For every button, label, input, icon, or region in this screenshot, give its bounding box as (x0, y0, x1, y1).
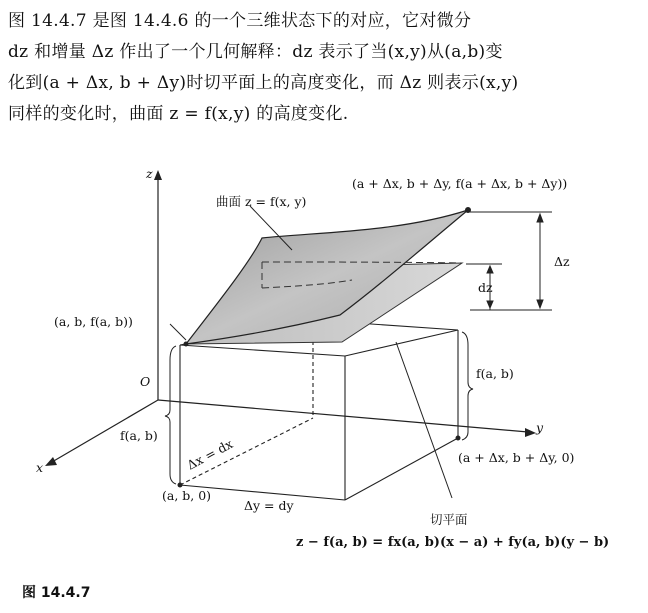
f-ab-left-brace (165, 346, 176, 484)
f-ab-right-brace (462, 332, 473, 440)
surface-label: 曲面 z = f(x, y) (216, 194, 307, 209)
figure-caption: 图 14.4.7 (22, 585, 91, 601)
paragraph-line-4: 同样的变化时，曲面 z = f(x,y) 的高度变化. (8, 104, 349, 124)
paragraph-line-3: 化到(a + Δx, b + Δy)时切平面上的高度变化，而 Δz 则表示(x,y) (8, 73, 519, 93)
point-ab-delta0-label: (a + Δx, b + Δy, 0) (458, 450, 575, 465)
plane-pointer (396, 342, 452, 498)
y-axis-label: y (536, 420, 544, 435)
explanation-paragraph (8, 6, 640, 130)
point-ab0 (178, 483, 183, 488)
point-base (184, 342, 189, 347)
f-ab-left-label: f(a, b) (120, 428, 158, 443)
base-pointer (170, 324, 186, 340)
dz-label: dz (478, 280, 493, 295)
delta-z-marker (470, 212, 552, 310)
point-ab-delta0 (456, 436, 461, 441)
tangent-plane-label: 切平面 (430, 512, 468, 527)
top-point-label: (a + Δx, b + Δy, f(a + Δx, b + Δy)) (352, 176, 568, 191)
base-point-label: (a, b, f(a, b)) (54, 314, 133, 329)
dx-label: Δx = dx (184, 436, 236, 473)
dy-label: Δy = dy (244, 498, 294, 513)
differential-figure (0, 140, 648, 580)
z-axis (154, 170, 162, 400)
base-prism (180, 320, 458, 500)
point-ab0-label: (a, b, 0) (162, 488, 212, 503)
f-ab-right-label: f(a, b) (476, 366, 514, 381)
z-axis-label: z (146, 166, 153, 181)
tangent-plane-equation: z − f(a, b) = fx(a, b)(x − a) + fy(a, b)(y − b) (296, 535, 610, 550)
origin-label: O (140, 374, 151, 389)
delta-z-label: Δz (554, 254, 570, 269)
y-axis (158, 400, 536, 437)
x-axis-label: x (36, 460, 44, 475)
paragraph-line-2: dz 和增量 Δz 作出了一个几何解释：dz 表示了当(x,y)从(a,b)变 (8, 42, 503, 62)
paragraph-line-1: 图 14.4.7 是图 14.4.6 的一个三维状态下的对应，它对微分 (8, 11, 472, 31)
